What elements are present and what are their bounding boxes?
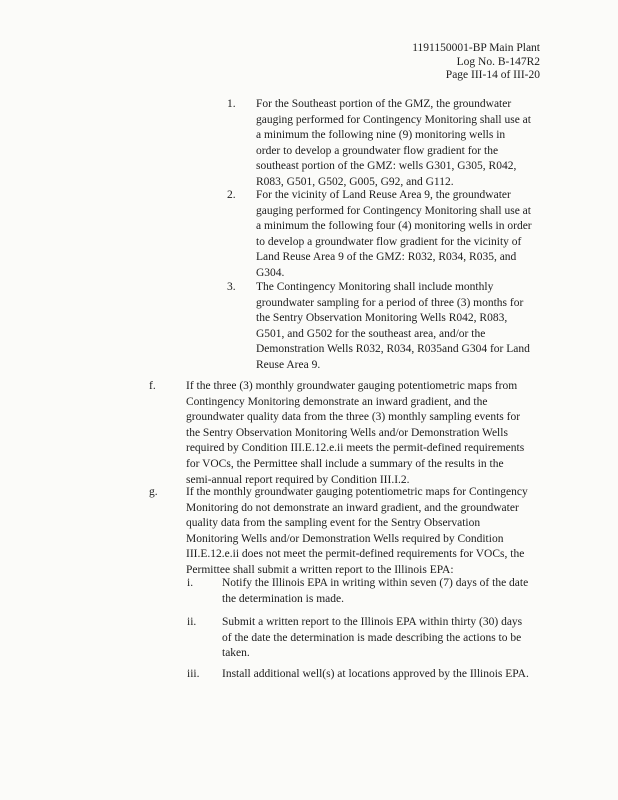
item-label: f.	[149, 380, 156, 392]
text-line: the determination is made.	[222, 592, 344, 605]
item-label: i.	[187, 577, 194, 589]
text-line: Land Reuse Area 9 of the GMZ: R032, R034, R035, and	[256, 251, 517, 264]
text-line: G501, and G502 for the southeast area, and/or the	[256, 327, 486, 340]
text-line: to develop a groundwater flow gradient for the vicinity of	[256, 235, 522, 248]
item-paragraph	[186, 485, 528, 579]
text-line: For the vicinity of Land Reuse Area 9, the groundwater	[256, 189, 511, 201]
text-line: G304.	[256, 266, 285, 279]
header-log-number: Log No. B-147R2	[456, 55, 540, 68]
text-line: For the Southeast portion of the GMZ, the groundwater	[256, 98, 512, 110]
text-line: If the monthly groundwater gauging potentiometric maps for Contingency	[186, 486, 528, 498]
text-line: Submit a written report to the Illinois EPA within thirty (30) days	[222, 616, 523, 628]
text-line: groundwater sampling for a period of three (3) months for	[256, 296, 524, 309]
item-paragraph	[256, 97, 531, 191]
text-line: taken.	[222, 647, 250, 660]
text-line: semi-annual report required by Condition III.I.2.	[186, 473, 410, 486]
text-line: southeast portion of the GMZ: wells G301, G305, R042,	[256, 160, 517, 173]
header-permit-number: 1191150001-BP Main Plant	[412, 42, 540, 54]
text-line: If the three (3) monthly groundwater gauging potentiometric maps from	[186, 380, 518, 392]
item-label: 2.	[227, 189, 236, 201]
text-line: Reuse Area 9.	[256, 358, 321, 371]
text-line: the Sentry Observation Monitoring Wells R042, R083,	[256, 312, 508, 325]
header-page-number: Page III-14 of III-20	[445, 69, 540, 82]
text-line: gauging performed for Contingency Monitoring shall use at	[256, 204, 531, 217]
text-line: of the date the determination is made describing the actions to be	[222, 631, 522, 644]
text-line: groundwater quality data from the three (3) monthly sampling events for	[186, 411, 521, 424]
item-label: 1.	[227, 98, 236, 110]
item-paragraph	[222, 667, 529, 683]
item-paragraph	[222, 615, 522, 662]
text-line: required by Condition III.E.12.e.ii meets the permit-defined requirements	[186, 442, 525, 455]
text-line: a minimum the following four (4) monitoring wells in order	[256, 220, 532, 233]
text-line: Notify the Illinois EPA in writing within seven (7) days of the date	[222, 577, 529, 589]
text-line: Monitoring Wells and/or Demonstration Wells required by Condition	[186, 532, 504, 545]
text-line: order to develop a groundwater flow gradient for the	[256, 144, 499, 157]
item-paragraph	[256, 280, 530, 374]
text-line: a minimum the following nine (9) monitoring wells in	[256, 129, 506, 142]
text-line: for VOCs, the Permittee shall include a summary of the results in the	[186, 457, 504, 470]
item-label: ii.	[187, 616, 197, 628]
text-line: Demonstration Wells R032, R034, R035and G304 for Land	[256, 343, 530, 356]
text-line: R083, G501, G502, G005, G92, and G112.	[256, 175, 454, 188]
item-label: g.	[149, 486, 158, 498]
item-paragraph	[256, 188, 532, 282]
text-line: Contingency Monitoring demonstrate an inward gradient, and the	[186, 395, 488, 408]
text-line: quality data from the sampling event for the Sentry Observation	[186, 517, 481, 530]
text-line: Install additional well(s) at locations approved by the Illinois EPA.	[222, 668, 529, 680]
text-line: gauging performed for Contingency Monitoring shall use at	[256, 113, 531, 126]
item-paragraph	[186, 379, 524, 488]
item-label: 3.	[227, 281, 236, 293]
text-line: the Sentry Observation Monitoring Wells and/or Demonstration Wells	[186, 426, 508, 439]
text-line: Monitoring do not demonstrate an inward gradient, and the groundwater	[186, 501, 519, 514]
item-label: iii.	[187, 668, 200, 680]
text-line: The Contingency Monitoring shall include monthly	[256, 281, 494, 293]
page-header	[320, 42, 540, 83]
text-line: Permittee shall submit a written report to the Illinois EPA:	[186, 563, 454, 576]
text-line: III.E.12.e.ii does not meet the permit-defined requirements for VOCs, the	[186, 548, 525, 561]
item-paragraph	[222, 576, 528, 607]
